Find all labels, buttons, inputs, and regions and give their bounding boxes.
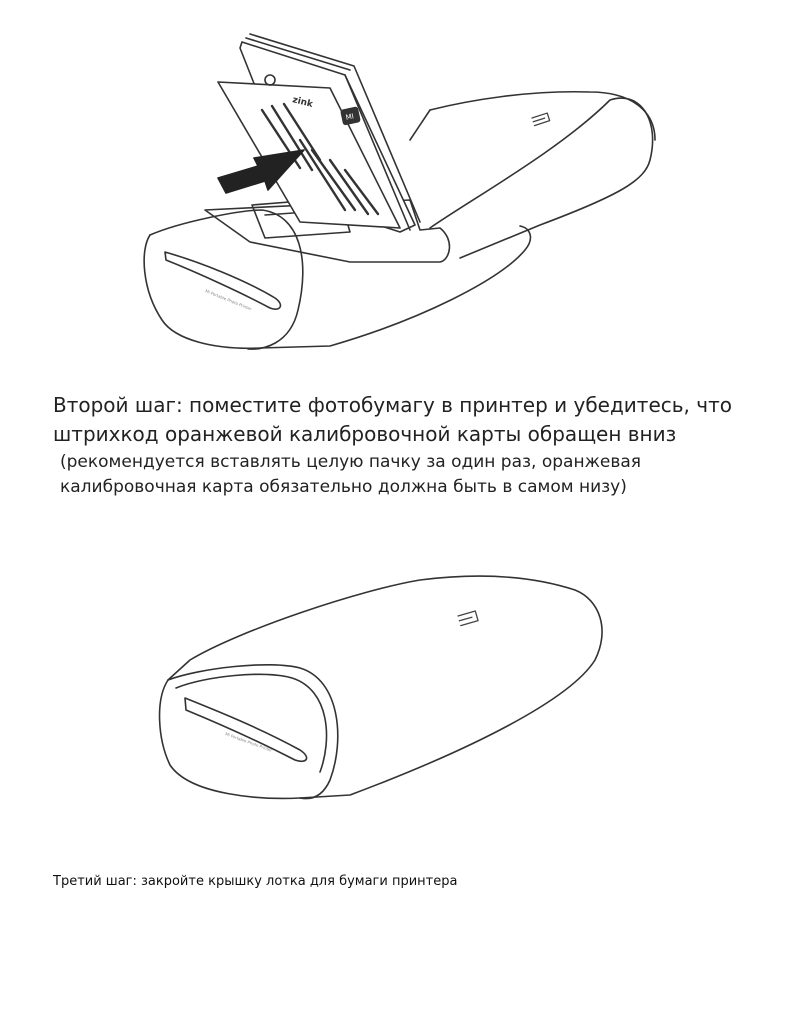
photo-paper-stack — [218, 34, 420, 232]
printer-label: Mi Portable Photo Printer — [204, 288, 253, 312]
printer-label-closed: Mi Portable Photo Printer — [224, 731, 273, 753]
step-2-note: (рекомендуется вставлять целую пачку за один раз, оранжевая калибровочная карта обязательно должна быть в самом низу) — [60, 452, 642, 497]
mi-logo-icon — [532, 113, 550, 126]
step-3-title: Третий шаг: закройте крышку лотка для бумаги принтера — [53, 874, 458, 889]
closed-printer-illustration — [0, 560, 790, 860]
step-2-title: Второй шаг: поместите фотобумагу в принтер и убедитесь, что штрихкод оранжевой калибровочной карты обращен вниз — [53, 393, 732, 446]
zink-logo: zink — [291, 95, 314, 110]
svg-text:MI: MI — [344, 112, 355, 122]
insert-paper-illustration — [0, 0, 790, 370]
mi-logo-closed-icon — [458, 611, 478, 626]
